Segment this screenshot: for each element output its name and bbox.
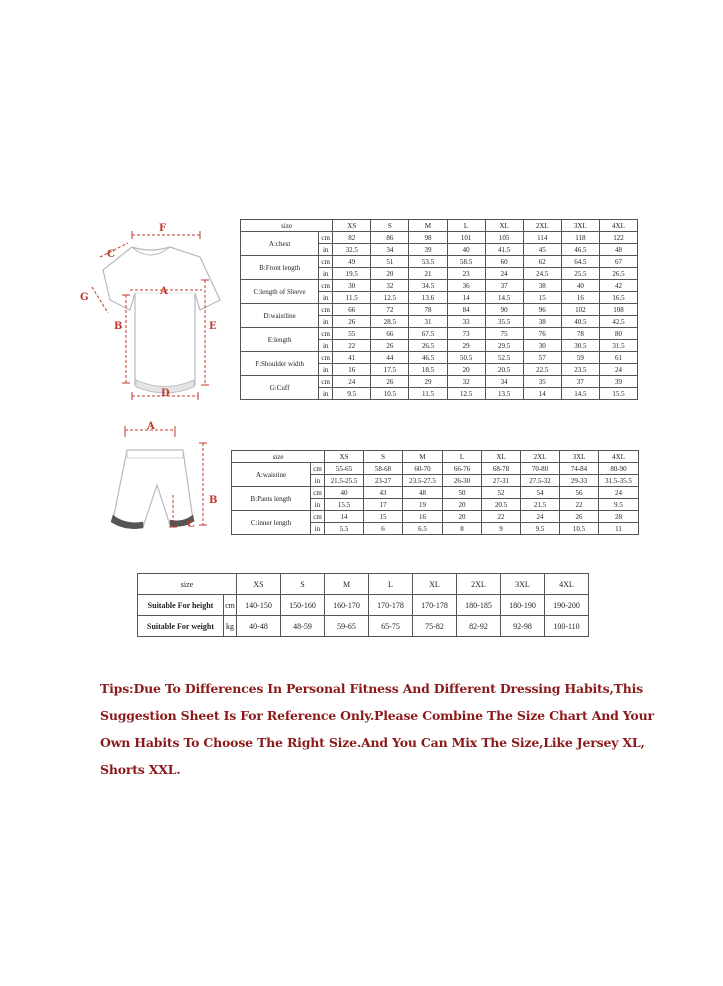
label-e: E (209, 321, 217, 332)
value-cell: 31 (409, 316, 447, 328)
header-row (232, 451, 639, 463)
dim-g (92, 287, 108, 313)
measurement-label: B:Pants length (232, 487, 311, 511)
value-cell: 170-178 (413, 595, 457, 616)
value-cell: 74-84 (560, 463, 599, 475)
unit-cell: cm (319, 376, 333, 388)
size-column-header: XL (482, 451, 521, 463)
table-row (138, 595, 589, 616)
measurement-label: A:chest (241, 232, 319, 256)
tips-line-4: Shorts XXL. (100, 762, 181, 777)
value-cell: 190-200 (545, 595, 589, 616)
value-cell: 42.5 (599, 316, 637, 328)
value-cell: 65-75 (369, 616, 413, 637)
value-cell: 102 (561, 304, 599, 316)
size-column-header: 2XL (521, 451, 560, 463)
jersey-size-table (240, 219, 638, 400)
value-cell: 50 (443, 487, 482, 499)
unit-cell: in (319, 244, 333, 256)
value-cell: 19 (403, 499, 443, 511)
size-column-header: L (443, 451, 482, 463)
value-cell: 72 (371, 304, 409, 316)
value-cell: 16 (403, 511, 443, 523)
value-cell: 29 (447, 340, 485, 352)
value-cell: 14 (447, 292, 485, 304)
value-cell: 26.5 (409, 340, 447, 352)
value-cell: 68-78 (482, 463, 521, 475)
value-cell: 24 (599, 364, 637, 376)
value-cell: 31.5-35.5 (599, 475, 639, 487)
value-cell: 24 (521, 511, 560, 523)
value-cell: 6.5 (403, 523, 443, 535)
value-cell: 20.5 (482, 499, 521, 511)
unit-cell: cm (224, 595, 237, 616)
value-cell: 10.5 (371, 388, 409, 400)
value-cell: 27-31 (482, 475, 521, 487)
shorts-size-table (231, 450, 639, 535)
value-cell: 24 (599, 487, 639, 499)
value-cell: 25.5 (561, 268, 599, 280)
value-cell: 30 (333, 280, 371, 292)
value-cell: 118 (561, 232, 599, 244)
value-cell: 50.5 (447, 352, 485, 364)
measurement-label: F:Shoulder width (241, 352, 319, 376)
size-column-header: 4XL (545, 574, 589, 595)
value-cell: 46.5 (409, 352, 447, 364)
size-column-header: 2XL (523, 220, 561, 232)
value-cell: 40.5 (561, 316, 599, 328)
value-cell: 24.5 (523, 268, 561, 280)
value-cell: 84 (447, 304, 485, 316)
table-row (241, 352, 638, 364)
height-weight-table (137, 573, 589, 637)
value-cell: 11.5 (333, 292, 371, 304)
value-cell: 40 (325, 487, 364, 499)
value-cell: 23 (447, 268, 485, 280)
value-cell: 35 (523, 376, 561, 388)
size-column-header: S (281, 574, 325, 595)
measurement-label: D:waistline (241, 304, 319, 328)
value-cell: 114 (523, 232, 561, 244)
value-cell: 43 (364, 487, 403, 499)
tips-line-3: Own Habits To Choose The Right Size.And You Can Mix The Size,Like Jersey XL, (100, 735, 645, 750)
value-cell: 67 (599, 256, 637, 268)
unit-cell: in (319, 388, 333, 400)
value-cell: 28.5 (371, 316, 409, 328)
size-column-header: S (371, 220, 409, 232)
value-cell: 53.5 (409, 256, 447, 268)
value-cell: 13.6 (409, 292, 447, 304)
value-cell: 56 (560, 487, 599, 499)
value-cell: 46.5 (561, 244, 599, 256)
value-cell: 36 (447, 280, 485, 292)
value-cell: 40-48 (237, 616, 281, 637)
value-cell: 14.5 (485, 292, 523, 304)
value-cell: 34 (371, 244, 409, 256)
value-cell: 17 (364, 499, 403, 511)
value-cell: 19.5 (333, 268, 371, 280)
unit-cell: in (319, 292, 333, 304)
value-cell: 52.5 (485, 352, 523, 364)
unit-cell: cm (319, 280, 333, 292)
table-row (241, 328, 638, 340)
measurement-label: G:Cuff (241, 376, 319, 400)
value-cell: 86 (371, 232, 409, 244)
value-cell: 140-150 (237, 595, 281, 616)
value-cell: 90 (485, 304, 523, 316)
value-cell: 40 (561, 280, 599, 292)
size-header: size (138, 574, 237, 595)
size-header: size (232, 451, 325, 463)
value-cell: 9.5 (599, 499, 639, 511)
size-column-header: S (364, 451, 403, 463)
value-cell: 12.5 (371, 292, 409, 304)
value-cell: 26 (371, 376, 409, 388)
value-cell: 101 (447, 232, 485, 244)
value-cell: 12.5 (447, 388, 485, 400)
value-cell: 44 (371, 352, 409, 364)
value-cell: 15.5 (599, 388, 637, 400)
value-cell: 75-82 (413, 616, 457, 637)
value-cell: 22 (482, 511, 521, 523)
value-cell: 14 (325, 511, 364, 523)
jersey-diagram (70, 215, 240, 410)
value-cell: 10.5 (560, 523, 599, 535)
value-cell: 5.5 (325, 523, 364, 535)
size-column-header: 2XL (457, 574, 501, 595)
value-cell: 67.5 (409, 328, 447, 340)
measurement-label: A:waistine (232, 463, 311, 487)
value-cell: 17.5 (371, 364, 409, 376)
value-cell: 24 (485, 268, 523, 280)
label-f: F (159, 223, 167, 234)
value-cell: 100-110 (545, 616, 589, 637)
value-cell: 82-92 (457, 616, 501, 637)
value-cell: 98 (409, 232, 447, 244)
value-cell: 15 (523, 292, 561, 304)
value-cell: 29.5 (485, 340, 523, 352)
table-row (241, 304, 638, 316)
size-column-header: M (403, 451, 443, 463)
tips-line-1: Tips:Due To Differences In Personal Fitness And Different Dressing Habits,This (100, 681, 643, 696)
value-cell: 32 (371, 280, 409, 292)
value-cell: 13.5 (485, 388, 523, 400)
value-cell: 58.5 (447, 256, 485, 268)
value-cell: 32 (447, 376, 485, 388)
value-cell: 150-160 (281, 595, 325, 616)
value-cell: 9.5 (333, 388, 371, 400)
value-cell: 40 (447, 244, 485, 256)
value-cell: 42 (599, 280, 637, 292)
tips-paragraph (100, 675, 660, 783)
value-cell: 48-59 (281, 616, 325, 637)
value-cell: 26 (333, 316, 371, 328)
table-row (232, 487, 639, 499)
value-cell: 9 (482, 523, 521, 535)
unit-cell: in (311, 499, 325, 511)
value-cell: 170-178 (369, 595, 413, 616)
value-cell: 60-70 (403, 463, 443, 475)
value-cell: 31.5 (599, 340, 637, 352)
value-cell: 92-98 (501, 616, 545, 637)
size-column-header: XL (485, 220, 523, 232)
shorts-diagram (95, 415, 225, 540)
unit-cell: cm (311, 463, 325, 475)
measurement-label: B:Front length (241, 256, 319, 280)
value-cell: 66 (371, 328, 409, 340)
value-cell: 58-68 (364, 463, 403, 475)
table-row (232, 511, 639, 523)
tips-line-2: Suggestion Sheet Is For Reference Only.Please Combine The Size Chart And Your (100, 708, 654, 723)
value-cell: 55 (333, 328, 371, 340)
value-cell: 34 (485, 376, 523, 388)
value-cell: 108 (599, 304, 637, 316)
value-cell: 18.5 (409, 364, 447, 376)
value-cell: 66 (333, 304, 371, 316)
table-row (241, 256, 638, 268)
unit-cell: cm (319, 256, 333, 268)
value-cell: 39 (599, 376, 637, 388)
value-cell: 28 (599, 511, 639, 523)
value-cell: 80 (599, 328, 637, 340)
value-cell: 20 (443, 499, 482, 511)
label-shorts-a: A (147, 421, 155, 432)
table-row (241, 232, 638, 244)
value-cell: 16 (561, 292, 599, 304)
value-cell: 34.5 (409, 280, 447, 292)
measurement-label: E:length (241, 328, 319, 352)
unit-cell: in (319, 316, 333, 328)
size-header: size (241, 220, 333, 232)
value-cell: 35.5 (485, 316, 523, 328)
value-cell: 30 (523, 340, 561, 352)
value-cell: 6 (364, 523, 403, 535)
value-cell: 48 (599, 244, 637, 256)
value-cell: 21 (409, 268, 447, 280)
unit-cell: cm (319, 232, 333, 244)
value-cell: 62 (523, 256, 561, 268)
value-cell: 38 (523, 316, 561, 328)
value-cell: 29 (409, 376, 447, 388)
label-shorts-c: C (187, 519, 195, 530)
measurement-label: C:length of Sleeve (241, 280, 319, 304)
value-cell: 75 (485, 328, 523, 340)
value-cell: 57 (523, 352, 561, 364)
value-cell: 21.5 (521, 499, 560, 511)
table-row (138, 616, 589, 637)
size-column-header: 3XL (560, 451, 599, 463)
value-cell: 27.5-32 (521, 475, 560, 487)
size-column-header: M (325, 574, 369, 595)
value-cell: 20.5 (485, 364, 523, 376)
value-cell: 180-185 (457, 595, 501, 616)
size-column-header: XS (237, 574, 281, 595)
value-cell: 22 (333, 340, 371, 352)
value-cell: 8 (443, 523, 482, 535)
value-cell: 105 (485, 232, 523, 244)
value-cell: 52 (482, 487, 521, 499)
jersey-outline (103, 247, 220, 390)
measurement-label: C:inner length (232, 511, 311, 535)
value-cell: 23.5 (561, 364, 599, 376)
value-cell: 78 (561, 328, 599, 340)
value-cell: 45 (523, 244, 561, 256)
size-column-header: L (447, 220, 485, 232)
size-column-header: XS (325, 451, 364, 463)
label-shorts-b: B (209, 495, 218, 506)
value-cell: 39 (409, 244, 447, 256)
value-cell: 14 (523, 388, 561, 400)
value-cell: 29-33 (560, 475, 599, 487)
value-cell: 15.5 (325, 499, 364, 511)
value-cell: 24 (333, 376, 371, 388)
label-c: C (107, 249, 115, 260)
value-cell: 30.5 (561, 340, 599, 352)
value-cell: 66-76 (443, 463, 482, 475)
value-cell: 26 (371, 340, 409, 352)
fit-label: Suitable For weight (138, 616, 224, 637)
value-cell: 11.5 (409, 388, 447, 400)
table-row (232, 463, 639, 475)
unit-cell: in (319, 340, 333, 352)
size-column-header: 3XL (561, 220, 599, 232)
unit-cell: cm (319, 352, 333, 364)
size-column-header: L (369, 574, 413, 595)
header-row (241, 220, 638, 232)
value-cell: 26.5 (599, 268, 637, 280)
value-cell: 96 (523, 304, 561, 316)
unit-cell: cm (311, 511, 325, 523)
value-cell: 23.5-27.5 (403, 475, 443, 487)
value-cell: 20 (447, 364, 485, 376)
value-cell: 22.5 (523, 364, 561, 376)
value-cell: 38 (523, 280, 561, 292)
value-cell: 78 (409, 304, 447, 316)
unit-cell: cm (319, 304, 333, 316)
unit-cell: kg (224, 616, 237, 637)
size-column-header: 4XL (599, 220, 637, 232)
header-row (138, 574, 589, 595)
value-cell: 73 (447, 328, 485, 340)
unit-cell: in (311, 523, 325, 535)
value-cell: 41.5 (485, 244, 523, 256)
value-cell: 26 (560, 511, 599, 523)
value-cell: 41 (333, 352, 371, 364)
value-cell: 20 (371, 268, 409, 280)
unit-cell: in (319, 268, 333, 280)
label-d: D (161, 388, 170, 399)
table-row (241, 376, 638, 388)
size-column-header: XL (413, 574, 457, 595)
value-cell: 20 (443, 511, 482, 523)
size-column-header: XS (333, 220, 371, 232)
value-cell: 180-190 (501, 595, 545, 616)
value-cell: 37 (485, 280, 523, 292)
value-cell: 23-27 (364, 475, 403, 487)
unit-cell: in (319, 364, 333, 376)
label-b: B (114, 321, 123, 332)
table-row (241, 280, 638, 292)
value-cell: 9.5 (521, 523, 560, 535)
value-cell: 15 (364, 511, 403, 523)
value-cell: 51 (371, 256, 409, 268)
size-column-header: 4XL (599, 451, 639, 463)
value-cell: 16.5 (599, 292, 637, 304)
value-cell: 76 (523, 328, 561, 340)
value-cell: 59-65 (325, 616, 369, 637)
value-cell: 49 (333, 256, 371, 268)
value-cell: 21.5-25.5 (325, 475, 364, 487)
value-cell: 82 (333, 232, 371, 244)
value-cell: 122 (599, 232, 637, 244)
value-cell: 11 (599, 523, 639, 535)
label-a: A (160, 286, 168, 297)
value-cell: 26-30 (443, 475, 482, 487)
value-cell: 64.5 (561, 256, 599, 268)
value-cell: 22 (560, 499, 599, 511)
value-cell: 80-90 (599, 463, 639, 475)
value-cell: 61 (599, 352, 637, 364)
fit-label: Suitable For height (138, 595, 224, 616)
label-g: G (80, 292, 89, 303)
size-column-header: 3XL (501, 574, 545, 595)
value-cell: 48 (403, 487, 443, 499)
size-column-header: M (409, 220, 447, 232)
value-cell: 32.5 (333, 244, 371, 256)
shorts-outline (113, 450, 193, 527)
value-cell: 54 (521, 487, 560, 499)
unit-cell: cm (319, 328, 333, 340)
value-cell: 60 (485, 256, 523, 268)
value-cell: 59 (561, 352, 599, 364)
value-cell: 37 (561, 376, 599, 388)
value-cell: 14.5 (561, 388, 599, 400)
unit-cell: in (311, 475, 325, 487)
value-cell: 160-170 (325, 595, 369, 616)
value-cell: 70-80 (521, 463, 560, 475)
value-cell: 16 (333, 364, 371, 376)
unit-cell: cm (311, 487, 325, 499)
value-cell: 55-65 (325, 463, 364, 475)
value-cell: 33 (447, 316, 485, 328)
